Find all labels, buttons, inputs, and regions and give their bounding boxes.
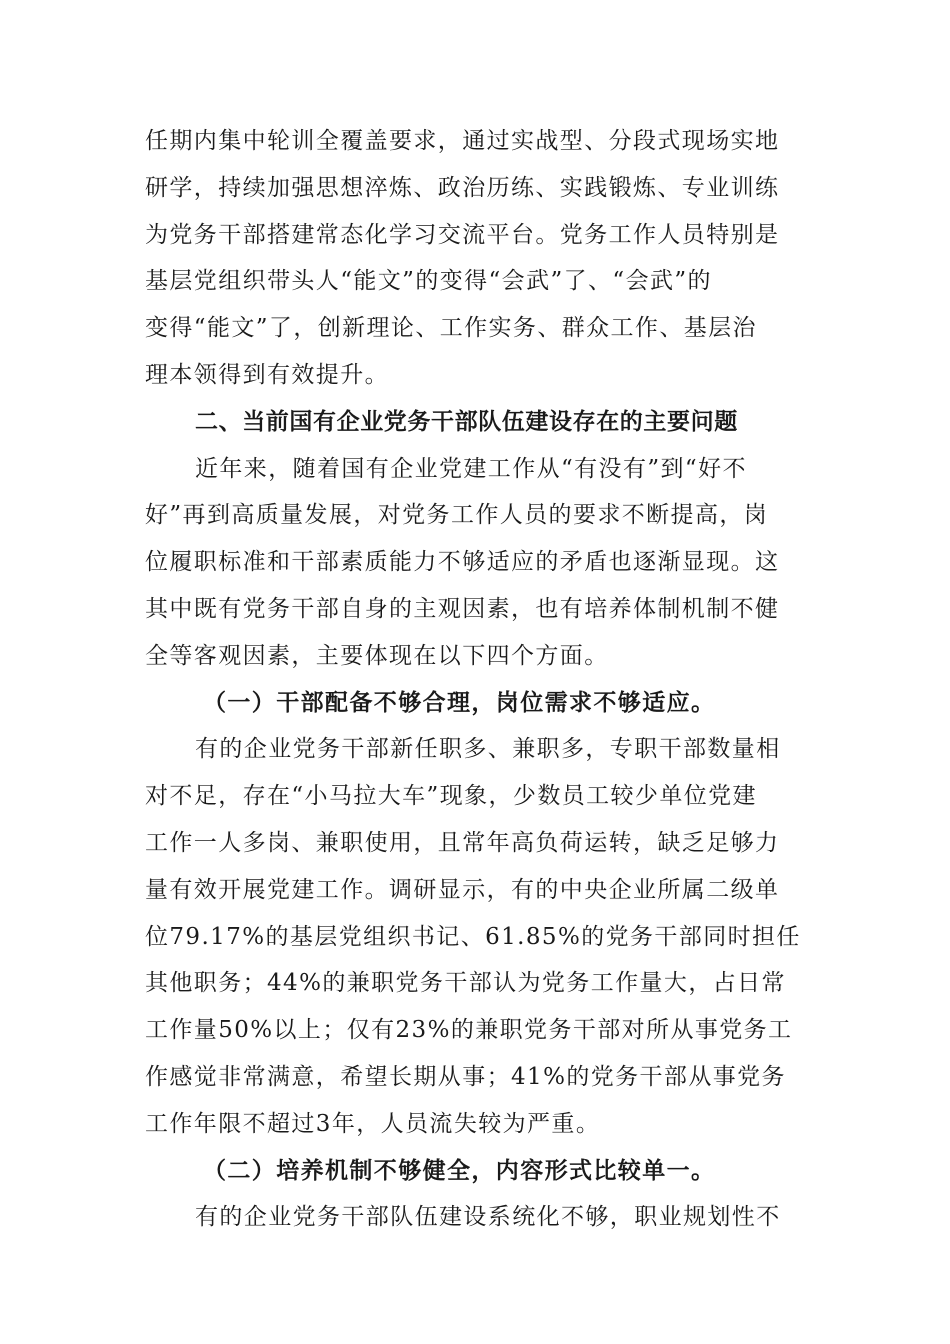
subsection-heading: （二）培养机制不够健全，内容形式比较单一。 bbox=[203, 1156, 716, 1184]
subsection-heading: （一）干部配备不够合理，岗位需求不够适应。 bbox=[203, 688, 716, 716]
body-text-line: 工作量50%以上；仅有23%的兼职党务干部对所从事党务工 bbox=[145, 1017, 793, 1044]
body-text-line: 任期内集中轮训全覆盖要求，通过实战型、分段式现场实地 bbox=[145, 128, 780, 154]
body-text-line: 理本领得到有效提升。 bbox=[145, 361, 389, 388]
paragraph-first-line: 有的企业党务干部队伍建设系统化不够，职业规划性不 bbox=[195, 1204, 781, 1231]
body-text-line: 其他职务；44%的兼职党务干部认为党务工作量大，占日常 bbox=[145, 970, 786, 997]
body-text-line: 位履职标准和干部素质能力不够适应的矛盾也逐渐显现。这 bbox=[145, 549, 780, 576]
body-text-line: 为党务干部搭建常态化学习交流平台。党务工作人员特别是 bbox=[145, 221, 780, 248]
body-text-line: 全等客观因素，主要体现在以下四个方面。 bbox=[145, 642, 609, 669]
body-text-line: 对不足，存在“小马拉大车”现象，少数员工较少单位党建 bbox=[145, 783, 757, 810]
paragraph-first-line: 近年来，随着国有企业党建工作从“有没有”到“好不 bbox=[195, 455, 747, 482]
body-text-line: 作感觉非常满意，希望长期从事；41%的党务干部从事党务 bbox=[145, 1063, 786, 1090]
body-text-line: 其中既有党务干部自身的主观因素，也有培养体制机制不健 bbox=[145, 595, 780, 622]
body-text-line: 位79.17%的基层党组织书记、61.85%的党务干部同时担任 bbox=[145, 923, 801, 950]
document-body bbox=[145, 118, 805, 1241]
section-heading: 二、当前国有企业党务干部队伍建设存在的主要问题 bbox=[195, 408, 738, 435]
body-text-line: 基层党组织带头人“能文”的变得“会武”了、“会武”的 bbox=[145, 268, 712, 295]
body-text-line: 工作一人多岗、兼职使用，且常年高负荷运转，缺乏足够力 bbox=[145, 829, 780, 856]
body-text-line: 研学，持续加强思想淬炼、政治历练、实践锻炼、专业训练 bbox=[145, 174, 780, 201]
body-text-line: 好”再到高质量发展，对党务工作人员的要求不断提高，岗 bbox=[145, 502, 769, 529]
paragraph-first-line: 有的企业党务干部新任职多、兼职多，专职干部数量相 bbox=[195, 736, 781, 763]
body-text-line: 变得“能文”了，创新理论、工作实务、群众工作、基层治 bbox=[145, 315, 757, 342]
body-text-line: 量有效开展党建工作。调研显示，有的中央企业所属二级单 bbox=[145, 876, 780, 903]
body-text-line: 工作年限不超过3年，人员流失较为严重。 bbox=[145, 1110, 601, 1137]
